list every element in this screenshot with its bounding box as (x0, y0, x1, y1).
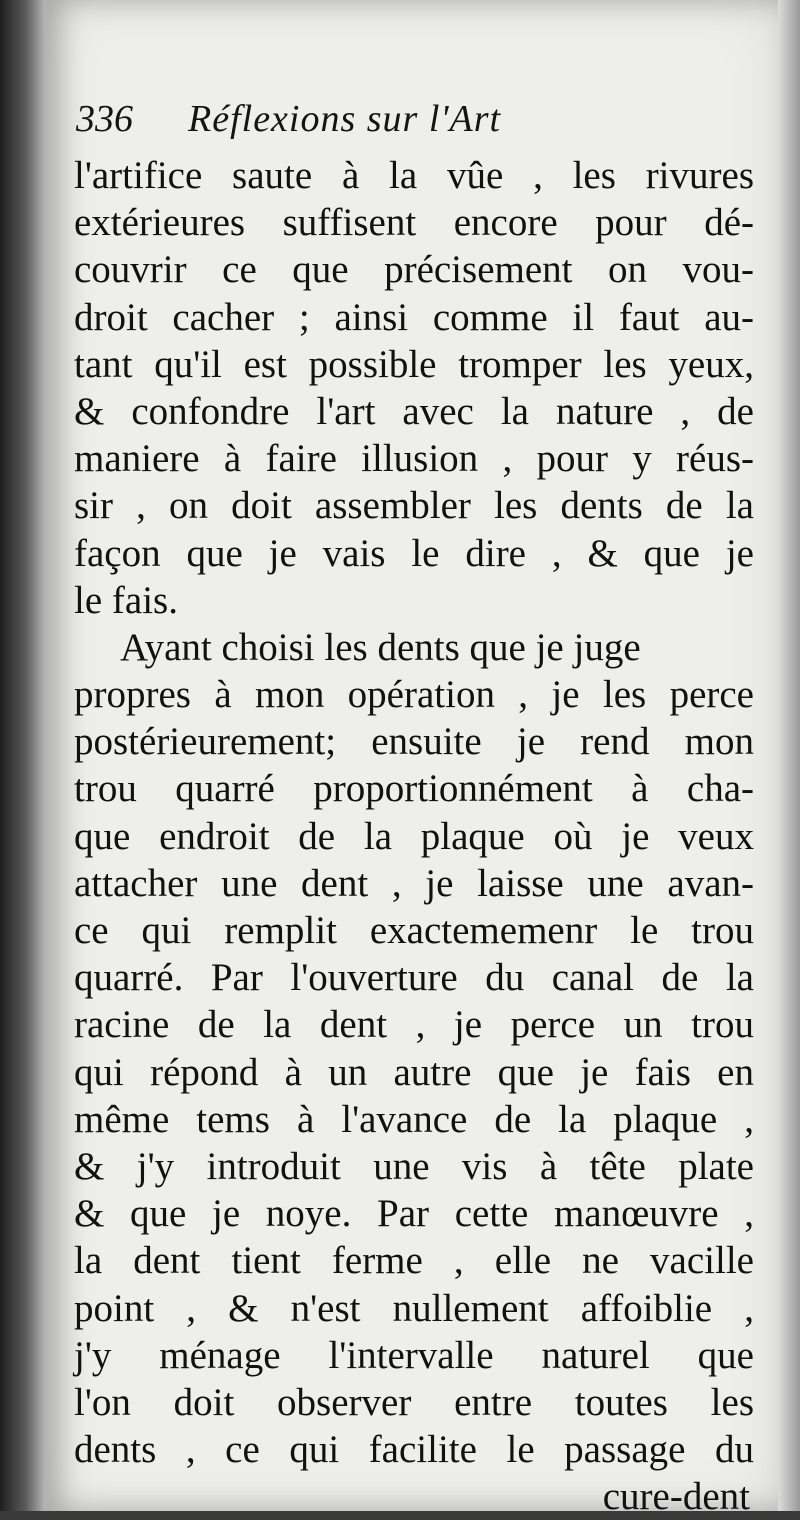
text-line: propres à mon opération , je les perce (74, 673, 754, 717)
text-line: quarré. Par l'ouverture du canal de la (74, 956, 754, 1000)
text-line: extérieures suffisent encore pour dé- (74, 201, 754, 245)
text-line: postérieurement; ensuite je rend mon (74, 720, 754, 764)
text-line: l'on doit observer entre toutes les (74, 1380, 754, 1424)
page-number: 336 (76, 98, 133, 140)
text-line: & que je noye. Par cette manœuvre , (74, 1192, 754, 1236)
text-line: même tems à l'avance de la plaque , (74, 1097, 754, 1141)
text-line: droit cacher ; ainsi comme il faut au- (74, 295, 754, 339)
text-line: façon que je vais le dire , & que je (74, 531, 754, 575)
text-line: cure-dent (602, 1475, 750, 1519)
text-line: ce qui remplit exactememenr le trou (74, 909, 754, 952)
text-line: maniere à faire illusion , pour y réus- (74, 437, 754, 481)
text-line: la dent tient ferme , elle ne vacille (74, 1239, 754, 1283)
text-line: Ayant choisi les dents que je juge (120, 625, 641, 669)
running-head (76, 97, 501, 141)
body-text (74, 152, 754, 1520)
scan-left-margin (0, 0, 46, 1511)
text-line: attacher une dent , je laisse une avan- (74, 861, 754, 905)
text-line: que endroit de la plaque où je veux (74, 814, 754, 858)
running-title: Réflexions sur l'Art (188, 98, 502, 140)
text-line: qui répond à un autre que je fais en (74, 1050, 754, 1094)
text-line: point , & n'est nullement affoiblie , (74, 1286, 754, 1330)
text-line: & confondre l'art avec la nature , de (74, 389, 754, 433)
text-line: dents , ce qui facilite le passage du (74, 1428, 754, 1472)
text-line: & j'y introduit une vis à tête plate (74, 1144, 754, 1188)
book-page (46, 0, 778, 1519)
text-line: tant qu'il est possible tromper les yeux, (74, 342, 754, 386)
text-line: trou quarré proportionnément à cha- (74, 767, 754, 811)
text-line: racine de la dent , je perce un trou (74, 1003, 754, 1047)
text-line: le fais. (74, 578, 178, 622)
text-line: couvrir ce que précisement on vou- (74, 248, 754, 292)
text-line: l'artifice saute à la vûe , les rivures (74, 154, 754, 197)
scan-right-margin (778, 0, 800, 1511)
text-line: sir , on doit assembler les dents de la (74, 484, 754, 528)
text-line: j'y ménage l'intervalle naturel que (74, 1333, 754, 1377)
